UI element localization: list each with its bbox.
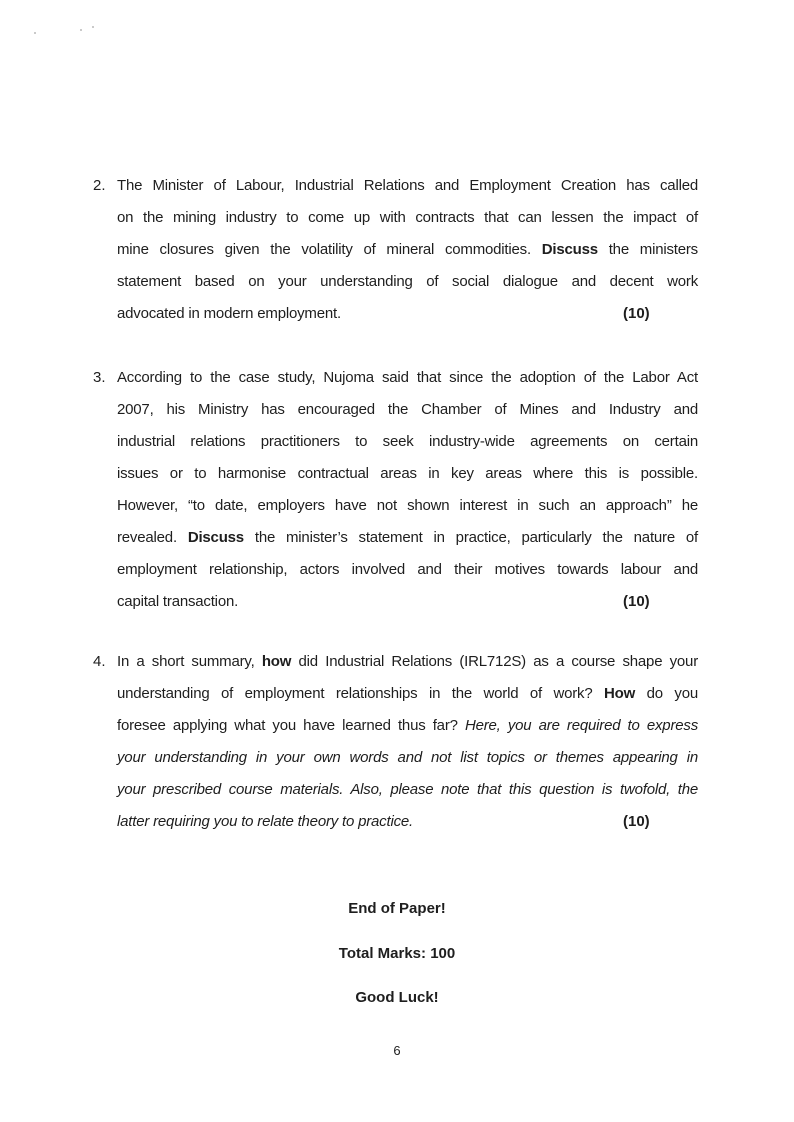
question-line [117, 646, 698, 678]
total-marks: Total Marks: 100 [338, 945, 456, 962]
end-of-paper: End of Paper! [348, 900, 446, 917]
scan-artifact [80, 29, 82, 31]
text-run: issues or to harmonise contractual areas in key areas where this is possible. [117, 465, 698, 482]
question-line [117, 266, 698, 298]
question-line [117, 742, 698, 774]
emphasis-keyword: Discuss [187, 529, 244, 546]
scan-artifact [92, 26, 94, 28]
emphasis-keyword: how [261, 653, 292, 670]
text-run: understanding of employment relationships in the world of work? [117, 685, 605, 702]
question-line [117, 522, 698, 554]
text-run: did Industrial Relations (IRL712S) as a course shape your [291, 653, 698, 670]
text-run: foresee applying what you have learned thus far? [117, 717, 465, 734]
text-run: advocated in modern employment. [117, 305, 341, 322]
page-number: 6 [393, 1043, 401, 1058]
text-run: According to the case study, Nujoma said that since the adoption of the Labor Act [117, 369, 698, 386]
instruction-note: Here, you are required to express [464, 717, 698, 734]
question-line [117, 710, 698, 742]
text-run: In a short summary, [117, 653, 262, 670]
text-run: employment relationship, actors involved and their motives towards labour and [117, 561, 698, 578]
text-run: statement based on your understanding of social dialogue and decent work [117, 273, 698, 290]
question-line [117, 202, 698, 234]
question-line [117, 774, 698, 806]
emphasis-keyword: How [604, 685, 636, 702]
text-run: the ministers [597, 241, 698, 258]
question-marks: (10) [623, 305, 650, 322]
text-run: capital transaction. [117, 593, 239, 610]
instruction-note: your understanding in your own words and not list topics or themes appearing in [117, 749, 698, 766]
text-run: 2007, his Ministry has encouraged the Chamber of Mines and Industry and [117, 401, 698, 418]
text-run: revealed. [117, 529, 188, 546]
question-line [117, 458, 698, 490]
question-line [117, 678, 698, 710]
question-number: 2. [93, 177, 106, 194]
instruction-note: your prescribed course materials. Also, please note that this question is twofold, the [117, 781, 698, 798]
question-line [117, 394, 698, 426]
good-luck: Good Luck! [355, 989, 439, 1006]
question-marks: (10) [623, 593, 650, 610]
emphasis-keyword: Discuss [541, 241, 598, 258]
question-marks: (10) [623, 813, 650, 830]
text-run: the minister’s statement in practice, particularly the nature of [243, 529, 698, 546]
question-line [117, 806, 698, 838]
text-run: on the mining industry to come up with contracts that can lessen the impact of [117, 209, 698, 226]
question-line [117, 362, 698, 394]
question-line [117, 554, 698, 586]
question-line [117, 298, 698, 330]
instruction-note: latter requiring you to relate theory to practice. [117, 813, 413, 830]
scan-artifact [34, 32, 36, 34]
text-run: industrial relations practitioners to seek industry-wide agreements on certain [117, 433, 698, 450]
question-line [117, 586, 698, 618]
question-number: 3. [93, 369, 106, 386]
text-run: do you [635, 685, 698, 702]
question-number: 4. [93, 653, 106, 670]
question-line [117, 490, 698, 522]
text-run: The Minister of Labour, Industrial Relations and Employment Creation has called [117, 177, 698, 194]
question-line [117, 170, 698, 202]
text-run: However, “to date, employers have not shown interest in such an approach” he [117, 497, 698, 514]
text-run: mine closures given the volatility of mineral commodities. [117, 241, 542, 258]
question-line [117, 426, 698, 458]
question-line [117, 234, 698, 266]
